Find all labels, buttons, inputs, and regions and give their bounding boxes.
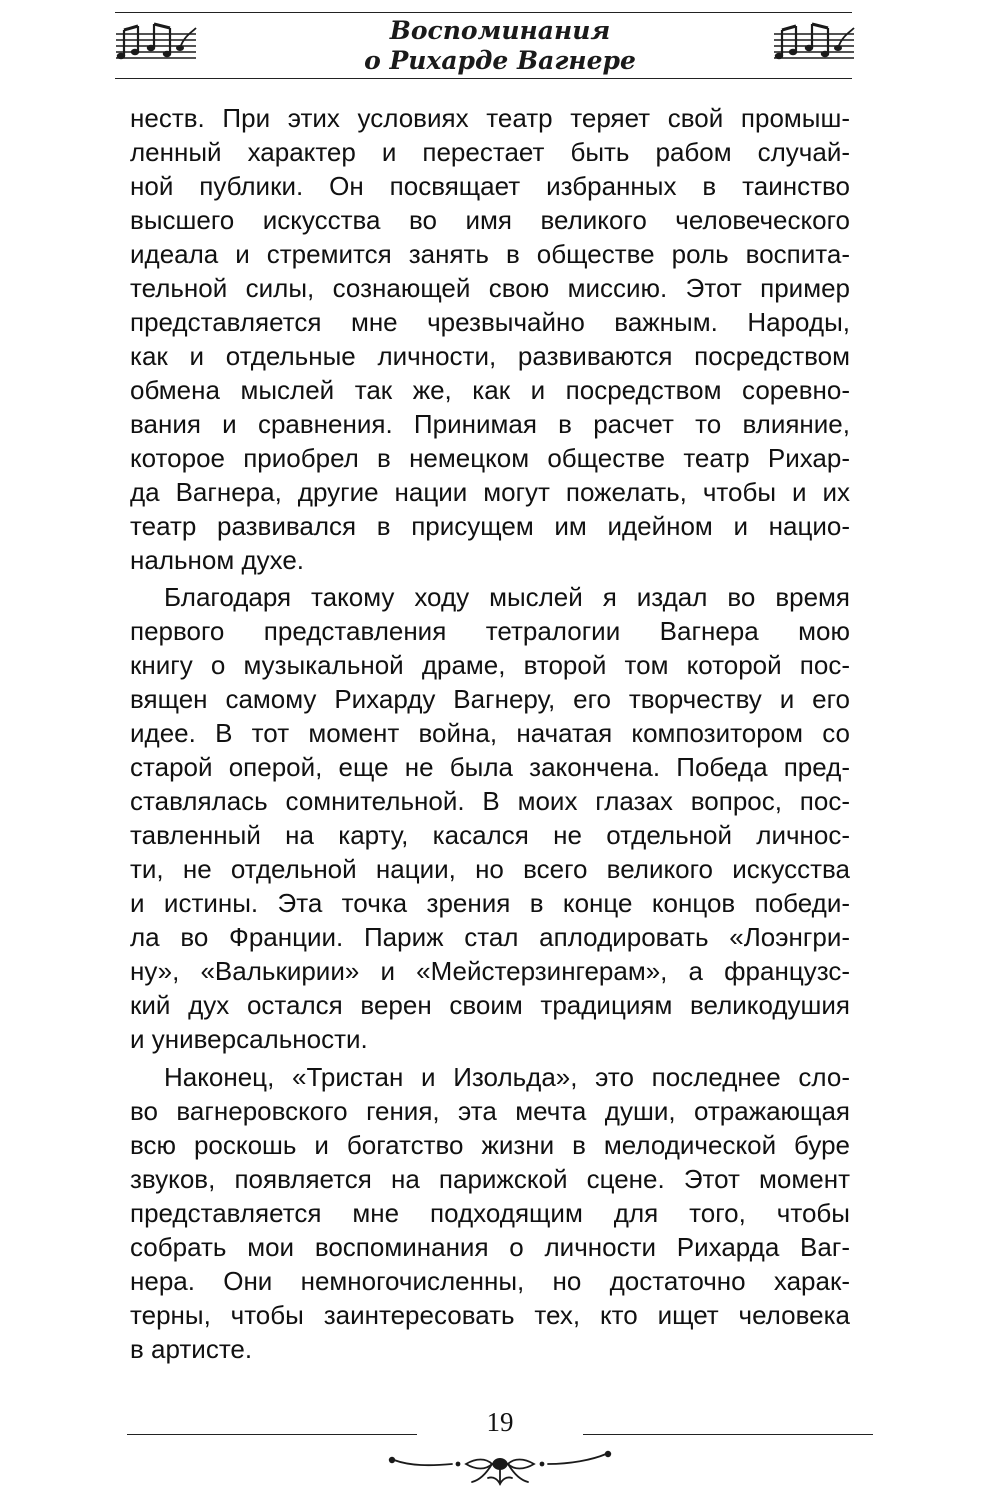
text-line: неств. При этих условиях театр теряет свой промыш- <box>130 103 850 133</box>
page-number: 19 <box>486 1407 514 1437</box>
text-line: ла во Франции. Париж стал аплодировать «Лоэнгри- <box>130 922 850 952</box>
text-line: собрать мои воспоминания о личности Рихарда Ваг- <box>130 1232 850 1262</box>
text-line: ти, не отдельной нации, но всего великого искусства <box>130 854 850 884</box>
text-line: книгу о музыкальной драме, второй том которой пос- <box>130 650 850 680</box>
text-line: терны, чтобы заинтересовать тех, кто ищет человека <box>130 1300 850 1330</box>
music-notes-icon <box>772 18 856 64</box>
text-line: всю роскошь и богатство жизни в мелодической буре <box>130 1130 850 1160</box>
text-line: нальном духе. <box>130 545 305 575</box>
text-line: представляется мне чрезвычайно важным. Народы, <box>130 307 850 337</box>
text-line: вящен самому Рихарду Вагнеру, его творчеству и его <box>130 684 850 714</box>
text-line: нера. Они немногочисленны, но достаточно харак- <box>130 1266 850 1296</box>
text-line: вания и сравнения. Принимая в расчет то влияние, <box>130 409 850 439</box>
text-line: тавленный на карту, касался не отдельной личнос- <box>130 820 850 850</box>
text-line: представляется мне подходящим для того, чтобы <box>130 1198 850 1228</box>
flourish-icon <box>380 1442 620 1488</box>
footer-rule-right <box>583 1434 873 1435</box>
text-line: театр развивался в присущем им идейном и нацио- <box>130 511 850 541</box>
text-line: ленный характер и перестает быть рабом случай- <box>130 137 850 167</box>
text-line: ну», «Валькирии» и «Мейстерзингерам», а французс- <box>130 956 850 986</box>
text-line: идее. В тот момент война, начатая композитором со <box>130 718 850 748</box>
text-line: первого представления тетралогии Вагнера мою <box>130 616 850 646</box>
text-line: которое приобрел в немецком обществе театр Рихар- <box>130 443 850 473</box>
text-line: старой оперой, еще не была закончена. Победа пред- <box>130 752 850 782</box>
music-notes-icon <box>114 18 198 64</box>
text-line: да Вагнера, другие нации могут пожелать, чтобы и их <box>130 477 850 507</box>
footer-rule-left <box>127 1434 417 1435</box>
text-line: высшего искусства во имя великого человеческого <box>130 205 850 235</box>
text-line: идеала и стремится занять в обществе роль воспита- <box>130 239 850 269</box>
header-bottom-rule <box>115 78 852 79</box>
text-line: кий дух остался верен своим традициям великодушия <box>130 990 850 1020</box>
text-line: обмена мыслей так же, как и посредством соревно- <box>130 375 850 405</box>
text-line: ной публики. Он посвящает избранных в таинство <box>130 171 850 201</box>
running-header-line-2: о Рихарде Вагнере <box>364 46 636 75</box>
text-line: и универсальности. <box>130 1024 368 1054</box>
text-line: как и отдельные личности, развиваются посредством <box>130 341 850 371</box>
text-line: звуков, появляется на парижской сцене. Этот момент <box>130 1164 850 1194</box>
text-line: во вагнеровского гения, эта мечта души, отражающая <box>130 1096 850 1126</box>
text-line: Наконец, «Тристан и Изольда», это последнее сло- <box>164 1062 850 1092</box>
text-line: тельной силы, сознающей свою миссию. Этот пример <box>130 273 850 303</box>
text-line: и истины. Эта точка зрения в конце концов победи- <box>130 888 850 918</box>
text-line: ставлялась сомнительной. В моих глазах вопрос, пос- <box>130 786 850 816</box>
text-line: в артисте. <box>130 1334 253 1364</box>
text-line: Благодаря такому ходу мыслей я издал во время <box>164 582 850 612</box>
running-header-line-1: Воспоминания <box>389 16 611 45</box>
header-top-rule <box>115 12 852 13</box>
